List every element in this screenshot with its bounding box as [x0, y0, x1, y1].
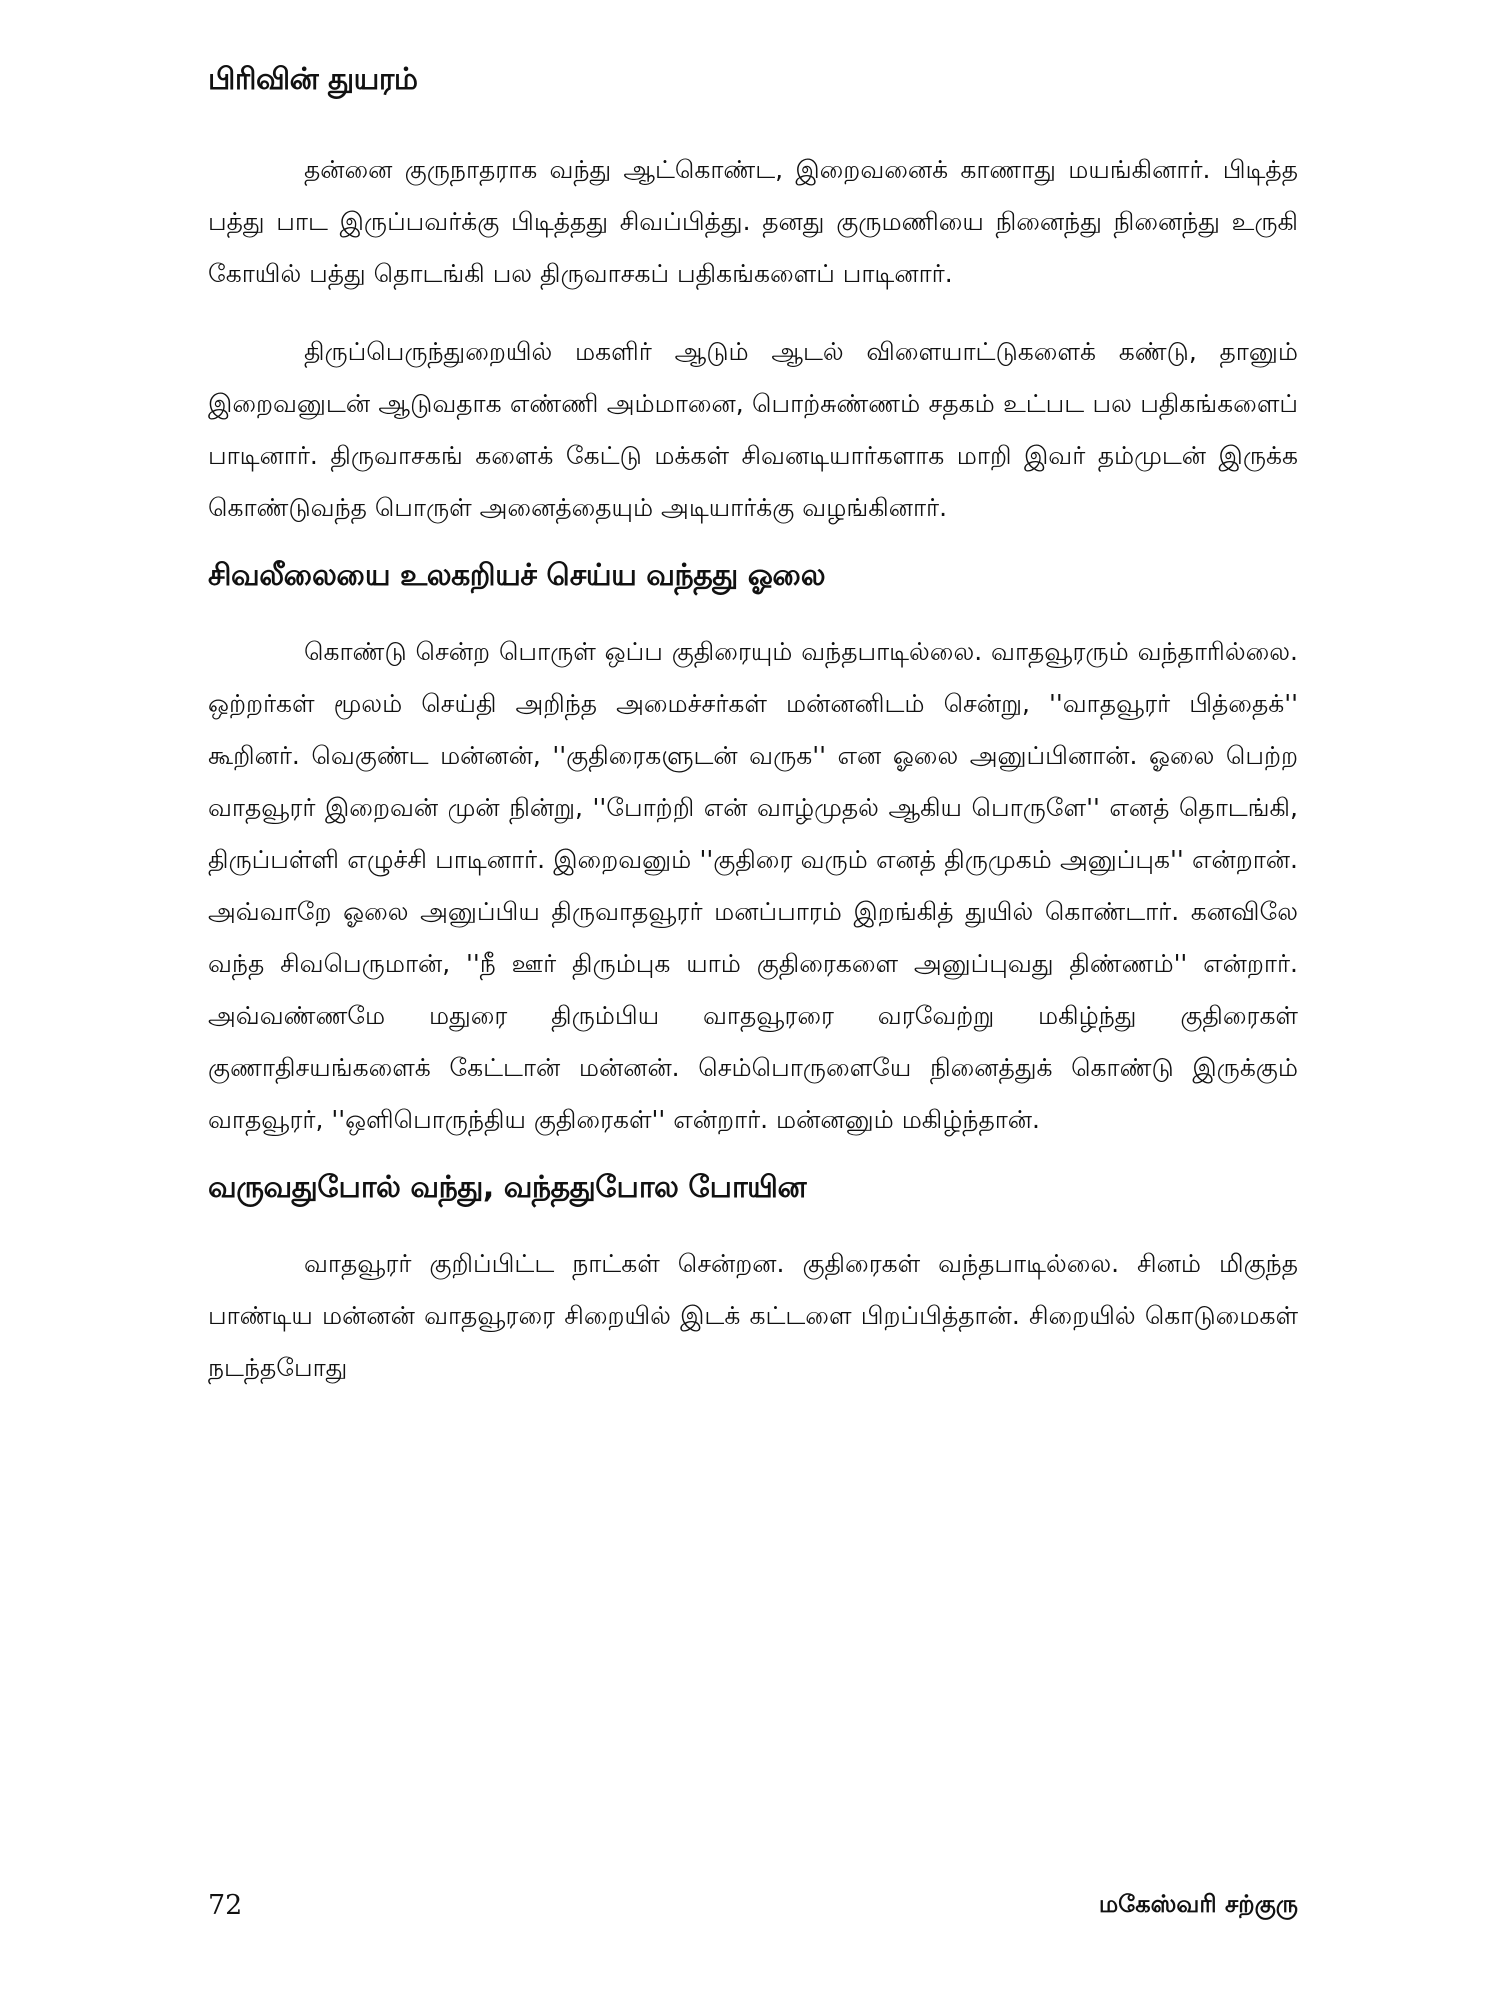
- paragraph: திருப்பெருந்துறையில் மகளிர் ஆடும் ஆடல் விளையாட்டுகளைக் கண்டு, தானும் இறைவனுடன் ஆடுவதாக எண்ணி அம்மானை, பொற்சுண்ணம் சதகம் உட்பட பல பதிகங்களைப் பாடினார். திருவாசகங் களைக் கேட்டு மக்கள் சிவனடியார்களாக மாறி இவர் தம்முடன் இருக்க கொண்டுவந்த பொருள் அனைத்தையும் அடியார்க்கு வழங்கினார்.: [208, 337, 1298, 522]
- paragraph: வாதவூரர் குறிப்பிட்ட நாட்கள் சென்றன. குதிரைகள் வந்தபாடில்லை. சினம் மிகுந்த பாண்டிய மன்னன் வாதவூரரை சிறையில் இடக் கட்டளை பிறப்பித்தான். சிறையில் கொடுமைகள் நடந்தபோது: [208, 1249, 1298, 1382]
- paragraph: கொண்டு சென்ற பொருள் ஒப்ப குதிரையும் வந்தபாடில்லை. வாதவூரரும் வந்தாரில்லை. ஒற்றர்கள் மூலம் செய்தி அறிந்த அமைச்சர்கள் மன்னனிடம் சென்று, ''வாதவூரர் பித்தைக்'' கூறினர். வெகுண்ட மன்னன், ''குதிரைகளுடன் வருக'' என ஓலை அனுப்பினான். ஓலை பெற்ற வாதவூரர் இறைவன் முன் நின்று, ''போற்றி என் வாழ்முதல் ஆகிய பொருளே'' எனத் தொடங்கி, திருப்பள்ளி எழுச்சி பாடினார். இறைவனும் ''குதிரை வரும் எனத் திருமுகம் அனுப்புக'' என்றான். அவ்வாறே ஓலை அனுப்பிய திருவாதவூரர் மனப்பாரம் இறங்கித் துயில் கொண்டார். கனவிலே வந்த சிவபெருமான், ''நீ ஊர் திரும்புக யாம் குதிரைகளை அனுப்புவது திண்ணம்'' என்றார். அவ்வண்ணமே மதுரை திரும்பிய வாதவூரரை வரவேற்று மகிழ்ந்து குதிரைகள் குணாதிசயங்களைக் கேட்டான் மன்னன். செம்பொருளையே நினைத்துக் கொண்டு இருக்கும் வாதவூரர், ''ஒளிபொருந்திய குதிரைகள்'' என்றார். மன்னனும் மகிழ்ந்தான்.: [208, 637, 1298, 1134]
- page-body: [208, 58, 1298, 1394]
- section-heading: வருவதுபோல் வந்து, வந்ததுபோல போயின: [208, 1170, 807, 1205]
- author-name: மகேஸ்வரி சற்குரு: [1098, 1890, 1298, 1918]
- section-heading: பிரிவின் துயரம்: [208, 62, 418, 97]
- page-footer: [208, 1890, 1298, 1930]
- section-heading: சிவலீலையை உலகறியச் செய்ய வந்தது ஓலை: [208, 558, 826, 593]
- paragraph: தன்னை குருநாதராக வந்து ஆட்கொண்ட, இறைவனைக் காணாது மயங்கினார். பிடித்த பத்து பாட இருப்பவர்க்கு பிடித்தது சிவப்பித்து. தனது குருமணியை நினைந்து நினைந்து உருகி கோயில் பத்து தொடங்கி பல திருவாசகப் பதிகங்களைப் பாடினார்.: [208, 155, 1298, 288]
- page-number: 72: [208, 1890, 243, 1921]
